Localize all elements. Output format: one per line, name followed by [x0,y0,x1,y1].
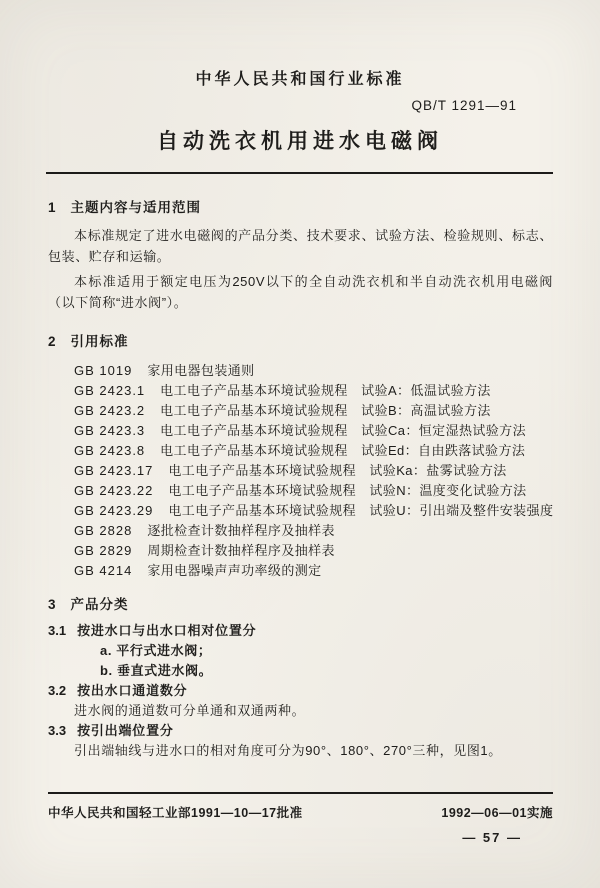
section-1-paragraph-2: 本标准适用于额定电压为250V以下的全自动洗衣机和半自动洗衣机用电磁阀（以下简称“进水阀”）。 [48,274,553,310]
reference-item [74,441,553,461]
reference-title: 电工电子产品基本环境试验规程 试验Ka：盐雾试验方法 [168,463,507,478]
standard-number: QB/T 1291—91 [411,98,517,113]
section-2-heading [48,330,553,350]
reference-list [74,361,553,581]
reference-item [74,421,553,441]
section-3-title: 产品分类 [70,597,129,612]
reference-code: GB 2423.17 [74,463,154,478]
header-divider [46,172,553,174]
reference-title: 家用电器包装通则 [147,363,255,378]
implementation-text: 1992—06—01实施 [441,806,553,820]
classification-item-a: a. 平行式进水阀； [100,643,212,658]
subsection-3-3-title: 按引出端位置分 [77,723,174,738]
reference-code: GB 2423.29 [74,503,154,518]
reference-item [74,521,553,541]
section-2-number: 2 [48,334,57,349]
reference-title: 电工电子产品基本环境试验规程 试验Ca：恒定湿热试验方法 [160,423,526,438]
reference-title: 逐批检查计数抽样程序及抽样表 [147,523,335,538]
classification-item-b: b. 垂直式进水阀。 [100,663,213,678]
section-3-body [48,621,553,761]
reference-code: GB 1019 [74,363,133,378]
reference-code: GB 2423.2 [74,403,146,418]
reference-code: GB 2423.8 [74,443,146,458]
reference-item [74,541,553,561]
subsection-3-1-heading [48,621,553,641]
reference-item [74,561,553,581]
subsection-3-1-title: 按进水口与出水口相对位置分 [77,623,257,638]
reference-title: 电工电子产品基本环境试验规程 试验B：高温试验方法 [160,403,491,418]
approval-text: 中华人民共和国轻工业部1991—10—17批准 [48,806,303,820]
section-2-title: 引用标准 [70,334,129,349]
section-1-heading [48,196,553,216]
reference-item [74,401,553,421]
subsection-3-3-heading [48,721,553,741]
reference-title: 电工电子产品基本环境试验规程 试验A：低温试验方法 [160,383,491,398]
subsection-3-2-heading [48,681,553,701]
reference-code: GB 4214 [74,563,133,578]
reference-title: 周期检查计数抽样程序及抽样表 [147,543,335,558]
reference-title: 电工电子产品基本环境试验规程 试验N：温度变化试验方法 [168,483,527,498]
subsection-3-2-title: 按出水口通道数分 [77,683,188,698]
subsection-3-2-number: 3.2 [48,683,67,698]
section-1-title: 主题内容与适用范围 [70,200,202,215]
reference-code: GB 2828 [74,523,133,538]
page-footer [48,792,553,845]
reference-code: GB 2829 [74,543,133,558]
reference-item [74,361,553,381]
reference-code: GB 2423.22 [74,483,154,498]
document-body [48,196,553,761]
reference-code: GB 2423.1 [74,383,146,398]
subsection-3-3-number: 3.3 [48,723,67,738]
section-1-number: 1 [48,200,57,215]
reference-title: 电工电子产品基本环境试验规程 试验U：引出端及整件安装强度 [168,503,554,518]
subsection-3-3-text: 引出端轴线与进水口的相对角度可分为90°、180°、270°三种，见图1。 [74,743,502,758]
reference-item [74,481,553,501]
reference-title: 电工电子产品基本环境试验规程 试验Ed：自由跌落试验方法 [160,443,526,458]
document-title: 自动洗衣机用进水电磁阀 [157,130,443,153]
section-3-number: 3 [48,597,57,612]
reference-item [74,501,553,521]
section-3-heading [48,593,553,613]
section-1-paragraph-1: 本标准规定了进水电磁阀的产品分类、技术要求、试验方法、检验规则、标志、包装、贮存和运输。 [48,228,553,264]
footer-dates-row [48,803,553,821]
reference-code: GB 2423.3 [74,423,146,438]
subsection-3-2-text: 进水阀的通道数可分单通和双通两种。 [74,703,306,718]
subsection-3-1-number: 3.1 [48,623,67,638]
page-number: — 57 — [462,830,522,845]
standard-type-heading: 中华人民共和国行业标准 [195,71,405,88]
reference-title: 家用电器噪声声功率级的测定 [147,563,322,578]
reference-item [74,381,553,401]
reference-item [74,461,553,481]
